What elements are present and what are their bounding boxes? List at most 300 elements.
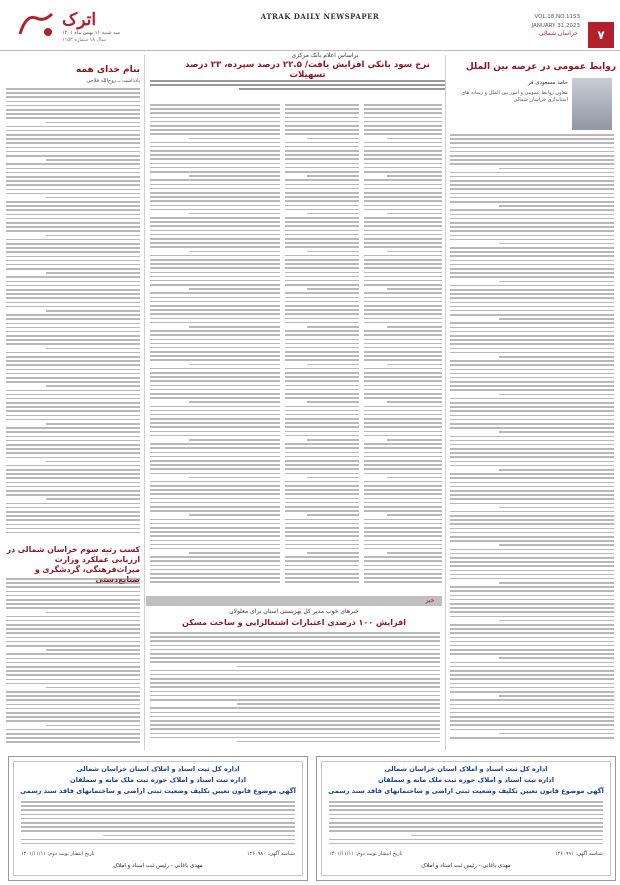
text-line <box>285 519 359 521</box>
text-line <box>285 280 359 282</box>
text-line <box>450 523 614 525</box>
text-line <box>364 133 442 135</box>
highlight-kicker: خبرهای خوب مدیر کل بهزیستی استان برای معلولان <box>229 608 359 615</box>
text-line <box>450 322 614 324</box>
main-article-kicker: براساس اعلام بانک مرکزی <box>291 52 359 59</box>
text-line <box>450 532 614 534</box>
text-line <box>450 335 614 337</box>
text-line <box>285 200 359 202</box>
text-line <box>46 310 140 312</box>
text-line <box>329 805 603 807</box>
ad-subject: آگهی موضوع قانون تعیین تکلیف وضعیت ثبتی اراضی و ساختمانهای فاقد سند رسمی <box>20 787 296 795</box>
text-line <box>450 586 614 588</box>
text-line <box>285 544 359 546</box>
text-line <box>150 531 280 533</box>
text-line <box>364 150 442 152</box>
text-line <box>150 313 280 315</box>
issue-date: سه شنبه ۱۱ بهمن ماه ۱۴۰۱ <box>62 30 121 36</box>
text-line <box>6 578 140 580</box>
text-line <box>150 577 280 579</box>
text-line <box>6 469 140 471</box>
text-line <box>307 288 359 290</box>
text-line <box>150 544 280 546</box>
text-line <box>450 188 614 190</box>
text-line <box>150 163 280 165</box>
text-line <box>237 666 440 668</box>
text-line <box>150 716 440 718</box>
text-line <box>450 159 614 161</box>
text-line <box>364 431 442 433</box>
text-line <box>150 406 280 408</box>
text-line <box>285 531 359 533</box>
text-line <box>6 352 140 354</box>
text-line <box>21 801 295 803</box>
text-line <box>150 523 280 525</box>
text-line <box>364 540 442 542</box>
text-line <box>6 645 140 647</box>
text-line <box>307 439 359 441</box>
text-line <box>150 435 280 437</box>
text-line <box>6 473 140 475</box>
ad-subheading: اداره ثبت اسناد و املاک حوزه ثبت ملک مانه و سملقان <box>69 776 247 784</box>
text-line <box>450 436 614 438</box>
text-line <box>150 339 280 341</box>
text-line <box>450 490 614 492</box>
text-line <box>285 447 359 449</box>
right-article-title: روابط عمومی در عرصه بین الملل <box>465 62 616 72</box>
text-line <box>364 276 442 278</box>
text-line <box>150 192 280 194</box>
text-line <box>150 108 280 110</box>
text-line <box>364 510 442 512</box>
text-line <box>450 452 614 454</box>
text-line <box>450 574 614 576</box>
text-line <box>450 331 614 333</box>
text-line <box>150 347 280 349</box>
text-line <box>285 133 359 135</box>
text-line <box>6 369 140 371</box>
text-line <box>150 359 280 361</box>
text-line <box>450 138 614 140</box>
text-line <box>6 653 140 655</box>
text-line <box>307 552 359 554</box>
text-line <box>150 691 440 693</box>
left-article-author: یادداشت ــ روح‌الله فلاحی <box>86 78 140 84</box>
issue-number: سال ۱۸ شماره ۱۱۵۳ <box>62 37 106 43</box>
text-line <box>6 297 140 299</box>
text-line <box>150 280 280 282</box>
text-line <box>6 260 140 262</box>
text-line <box>364 171 442 173</box>
text-line <box>285 259 359 261</box>
text-line <box>450 214 614 216</box>
text-line <box>387 326 442 328</box>
text-line <box>285 481 359 483</box>
text-line <box>150 519 280 521</box>
text-line <box>150 184 280 186</box>
main-column-2 <box>285 104 359 592</box>
text-line <box>150 653 440 655</box>
text-line <box>6 289 140 291</box>
text-line <box>285 443 359 445</box>
text-line <box>450 415 614 417</box>
text-line <box>285 301 359 303</box>
text-line <box>150 205 280 207</box>
text-line <box>285 246 359 248</box>
text-line <box>6 256 140 258</box>
text-line <box>150 418 280 420</box>
text-line <box>450 398 614 400</box>
text-line <box>364 389 442 391</box>
text-line <box>6 318 140 320</box>
text-line <box>364 368 442 370</box>
text-line <box>364 322 442 324</box>
text-line <box>6 519 140 521</box>
text-line <box>450 540 614 542</box>
text-line <box>150 661 440 663</box>
text-line <box>6 440 140 442</box>
text-line <box>450 226 614 228</box>
text-line <box>150 481 280 483</box>
text-line <box>285 489 359 491</box>
text-line <box>285 380 359 382</box>
text-line <box>364 527 442 529</box>
text-line <box>364 376 442 378</box>
text-line <box>150 242 280 244</box>
text-line <box>364 531 442 533</box>
text-line <box>150 158 280 160</box>
text-line <box>285 255 359 257</box>
text-line <box>285 230 359 232</box>
text-line <box>450 314 614 316</box>
text-line <box>21 809 295 811</box>
text-line <box>411 835 603 837</box>
text-line <box>6 674 140 676</box>
highlight-bar <box>146 596 442 606</box>
text-line <box>6 582 140 584</box>
text-line <box>364 305 442 307</box>
text-line <box>499 431 614 433</box>
text-line <box>150 112 280 114</box>
text-line <box>150 389 280 391</box>
text-line <box>6 679 140 681</box>
text-line <box>285 418 359 420</box>
text-line <box>285 284 359 286</box>
text-line <box>450 276 614 278</box>
text-line <box>329 839 603 841</box>
text-line <box>450 473 614 475</box>
text-line <box>150 473 280 475</box>
text-line <box>6 130 140 132</box>
text-line <box>329 809 603 811</box>
text-line <box>364 452 442 454</box>
text-line <box>150 305 280 307</box>
text-line <box>6 381 140 383</box>
text-line <box>285 167 359 169</box>
text-line <box>46 612 140 614</box>
text-line <box>285 305 359 307</box>
text-line <box>450 590 614 592</box>
text-line <box>364 238 442 240</box>
text-line <box>450 649 614 651</box>
author-role: معاون روابط عمومی و امور بین الملل و رسانه های استانداری خراسان شمالی <box>461 90 568 103</box>
text-line <box>450 251 614 253</box>
text-line <box>150 489 280 491</box>
text-line <box>450 704 614 706</box>
text-line <box>285 506 359 508</box>
text-line <box>450 134 614 136</box>
text-line <box>150 179 280 181</box>
text-line <box>450 456 614 458</box>
text-line <box>364 502 442 504</box>
text-line <box>150 351 280 353</box>
text-line <box>46 272 140 274</box>
text-line <box>450 503 614 505</box>
text-line <box>6 427 140 429</box>
text-line <box>387 552 442 554</box>
text-line <box>285 560 359 562</box>
text-line <box>499 281 614 283</box>
text-line <box>150 334 280 336</box>
text-line <box>329 830 603 832</box>
text-line <box>237 703 440 705</box>
text-line <box>499 469 614 471</box>
text-line <box>285 225 359 227</box>
text-line <box>6 113 140 115</box>
text-line <box>450 448 614 450</box>
text-line <box>450 222 614 224</box>
text-line <box>285 372 359 374</box>
text-line <box>150 678 440 680</box>
text-line <box>6 448 140 450</box>
text-line <box>21 843 295 845</box>
text-line <box>46 235 140 237</box>
text-line <box>450 163 614 165</box>
text-line <box>6 482 140 484</box>
text-line <box>150 636 440 638</box>
text-line <box>150 301 280 303</box>
text-line <box>6 306 140 308</box>
text-line <box>6 683 140 685</box>
text-line <box>6 406 140 408</box>
text-line <box>285 527 359 529</box>
text-line <box>364 158 442 160</box>
text-line <box>46 461 140 463</box>
text-line <box>6 402 140 404</box>
text-line <box>285 368 359 370</box>
text-line <box>150 380 280 382</box>
text-line <box>150 443 280 445</box>
text-line <box>450 637 614 639</box>
text-line <box>6 457 140 459</box>
text-line <box>450 557 614 559</box>
text-line <box>364 309 442 311</box>
text-line <box>285 556 359 558</box>
text-line <box>364 104 442 106</box>
text-line <box>6 184 140 186</box>
text-line <box>285 171 359 173</box>
text-line <box>364 485 442 487</box>
text-line <box>450 737 614 739</box>
text-line <box>46 649 140 651</box>
text-line <box>6 607 140 609</box>
text-line <box>6 486 140 488</box>
text-line <box>150 330 280 332</box>
text-line <box>150 121 280 123</box>
text-line <box>364 301 442 303</box>
text-line <box>450 293 614 295</box>
text-line <box>150 724 440 726</box>
left-article2-title: کسب رتبه سوم خراسان شمالی در ارزیابی عملکرد وزارت میراث‌فرهنگی، گردشگری و <box>6 545 140 574</box>
text-line <box>364 489 442 491</box>
text-line <box>150 431 280 433</box>
ad-subheading: اداره ثبت اسناد و املاک حوزه ثبت ملک مانه و سملقان <box>377 776 555 784</box>
text-line <box>364 560 442 562</box>
column-divider <box>144 55 145 750</box>
text-line <box>285 292 359 294</box>
text-line <box>150 343 280 345</box>
text-line <box>285 410 359 412</box>
text-line <box>450 327 614 329</box>
text-line <box>6 335 140 337</box>
text-line <box>364 343 442 345</box>
text-line <box>150 733 440 735</box>
text-line <box>450 297 614 299</box>
text-line <box>450 599 614 601</box>
text-line <box>6 737 140 739</box>
text-line <box>364 506 442 508</box>
english-date: JANUARY 31,2023 <box>531 23 580 29</box>
text-line <box>450 494 614 496</box>
text-line <box>329 801 603 803</box>
text-line <box>150 385 280 387</box>
text-line <box>150 460 280 462</box>
text-line <box>285 493 359 495</box>
text-line <box>450 268 614 270</box>
text-line <box>150 573 280 575</box>
text-line <box>450 482 614 484</box>
text-line <box>6 528 140 530</box>
text-line <box>237 741 440 743</box>
text-line <box>285 456 359 458</box>
text-line <box>46 725 140 727</box>
text-line <box>46 687 140 689</box>
text-line <box>150 397 280 399</box>
text-line <box>364 318 442 320</box>
text-line <box>364 460 442 462</box>
text-line <box>364 519 442 521</box>
text-line <box>150 117 280 119</box>
text-line <box>6 285 140 287</box>
text-line <box>6 314 140 316</box>
text-line <box>6 599 140 601</box>
text-line <box>450 729 614 731</box>
text-line <box>6 628 140 630</box>
text-line <box>450 201 614 203</box>
text-line <box>285 548 359 550</box>
text-line <box>150 422 280 424</box>
text-line <box>387 514 442 516</box>
text-line <box>499 243 614 245</box>
text-line <box>450 155 614 157</box>
text-line <box>150 104 280 106</box>
text-line <box>6 620 140 622</box>
text-line <box>450 235 614 237</box>
text-line <box>364 117 442 119</box>
text-line <box>150 498 280 500</box>
text-line <box>364 284 442 286</box>
text-line <box>364 556 442 558</box>
text-line <box>285 184 359 186</box>
ad-body <box>21 801 295 847</box>
text-line <box>450 364 614 366</box>
text-line <box>150 234 280 236</box>
text-line <box>150 372 280 374</box>
text-line <box>6 88 140 90</box>
text-line <box>6 398 140 400</box>
text-line <box>150 728 440 730</box>
text-line <box>150 447 280 449</box>
text-line <box>450 389 614 391</box>
text-line <box>285 502 359 504</box>
ad-issue: شناسه آگهی: ۱۴۶۰۹۹۱ <box>554 851 603 857</box>
text-line <box>364 468 442 470</box>
logo-text: اترک <box>62 10 97 30</box>
text-line <box>6 281 140 283</box>
text-line <box>21 822 295 824</box>
text-line <box>285 234 359 236</box>
text-line <box>6 155 140 157</box>
text-line <box>364 221 442 223</box>
text-line <box>6 172 140 174</box>
text-line <box>150 645 440 647</box>
text-line <box>150 569 280 571</box>
text-line <box>103 835 295 837</box>
text-line <box>450 348 614 350</box>
text-line <box>6 477 140 479</box>
text-line <box>6 134 140 136</box>
text-line <box>450 402 614 404</box>
text-line <box>21 805 295 807</box>
text-line <box>364 292 442 294</box>
text-line <box>150 146 280 148</box>
text-line <box>285 142 359 144</box>
text-line <box>499 394 614 396</box>
text-line <box>387 251 442 253</box>
text-line <box>285 297 359 299</box>
text-line <box>499 205 614 207</box>
text-line <box>189 175 280 177</box>
text-line <box>499 582 614 584</box>
text-line <box>450 142 614 144</box>
text-line <box>6 415 140 417</box>
text-line <box>150 246 280 248</box>
text-line <box>364 464 442 466</box>
text-line <box>6 632 140 634</box>
text-line <box>285 309 359 311</box>
text-line <box>150 699 440 701</box>
text-line <box>150 468 280 470</box>
text-line <box>150 297 280 299</box>
ad-body <box>329 801 603 847</box>
text-line <box>150 259 280 261</box>
left-article-body <box>6 88 140 540</box>
text-line <box>450 653 614 655</box>
text-line <box>285 322 359 324</box>
text-line <box>285 205 359 207</box>
text-line <box>285 569 359 571</box>
newspaper-logo-icon <box>14 8 58 42</box>
